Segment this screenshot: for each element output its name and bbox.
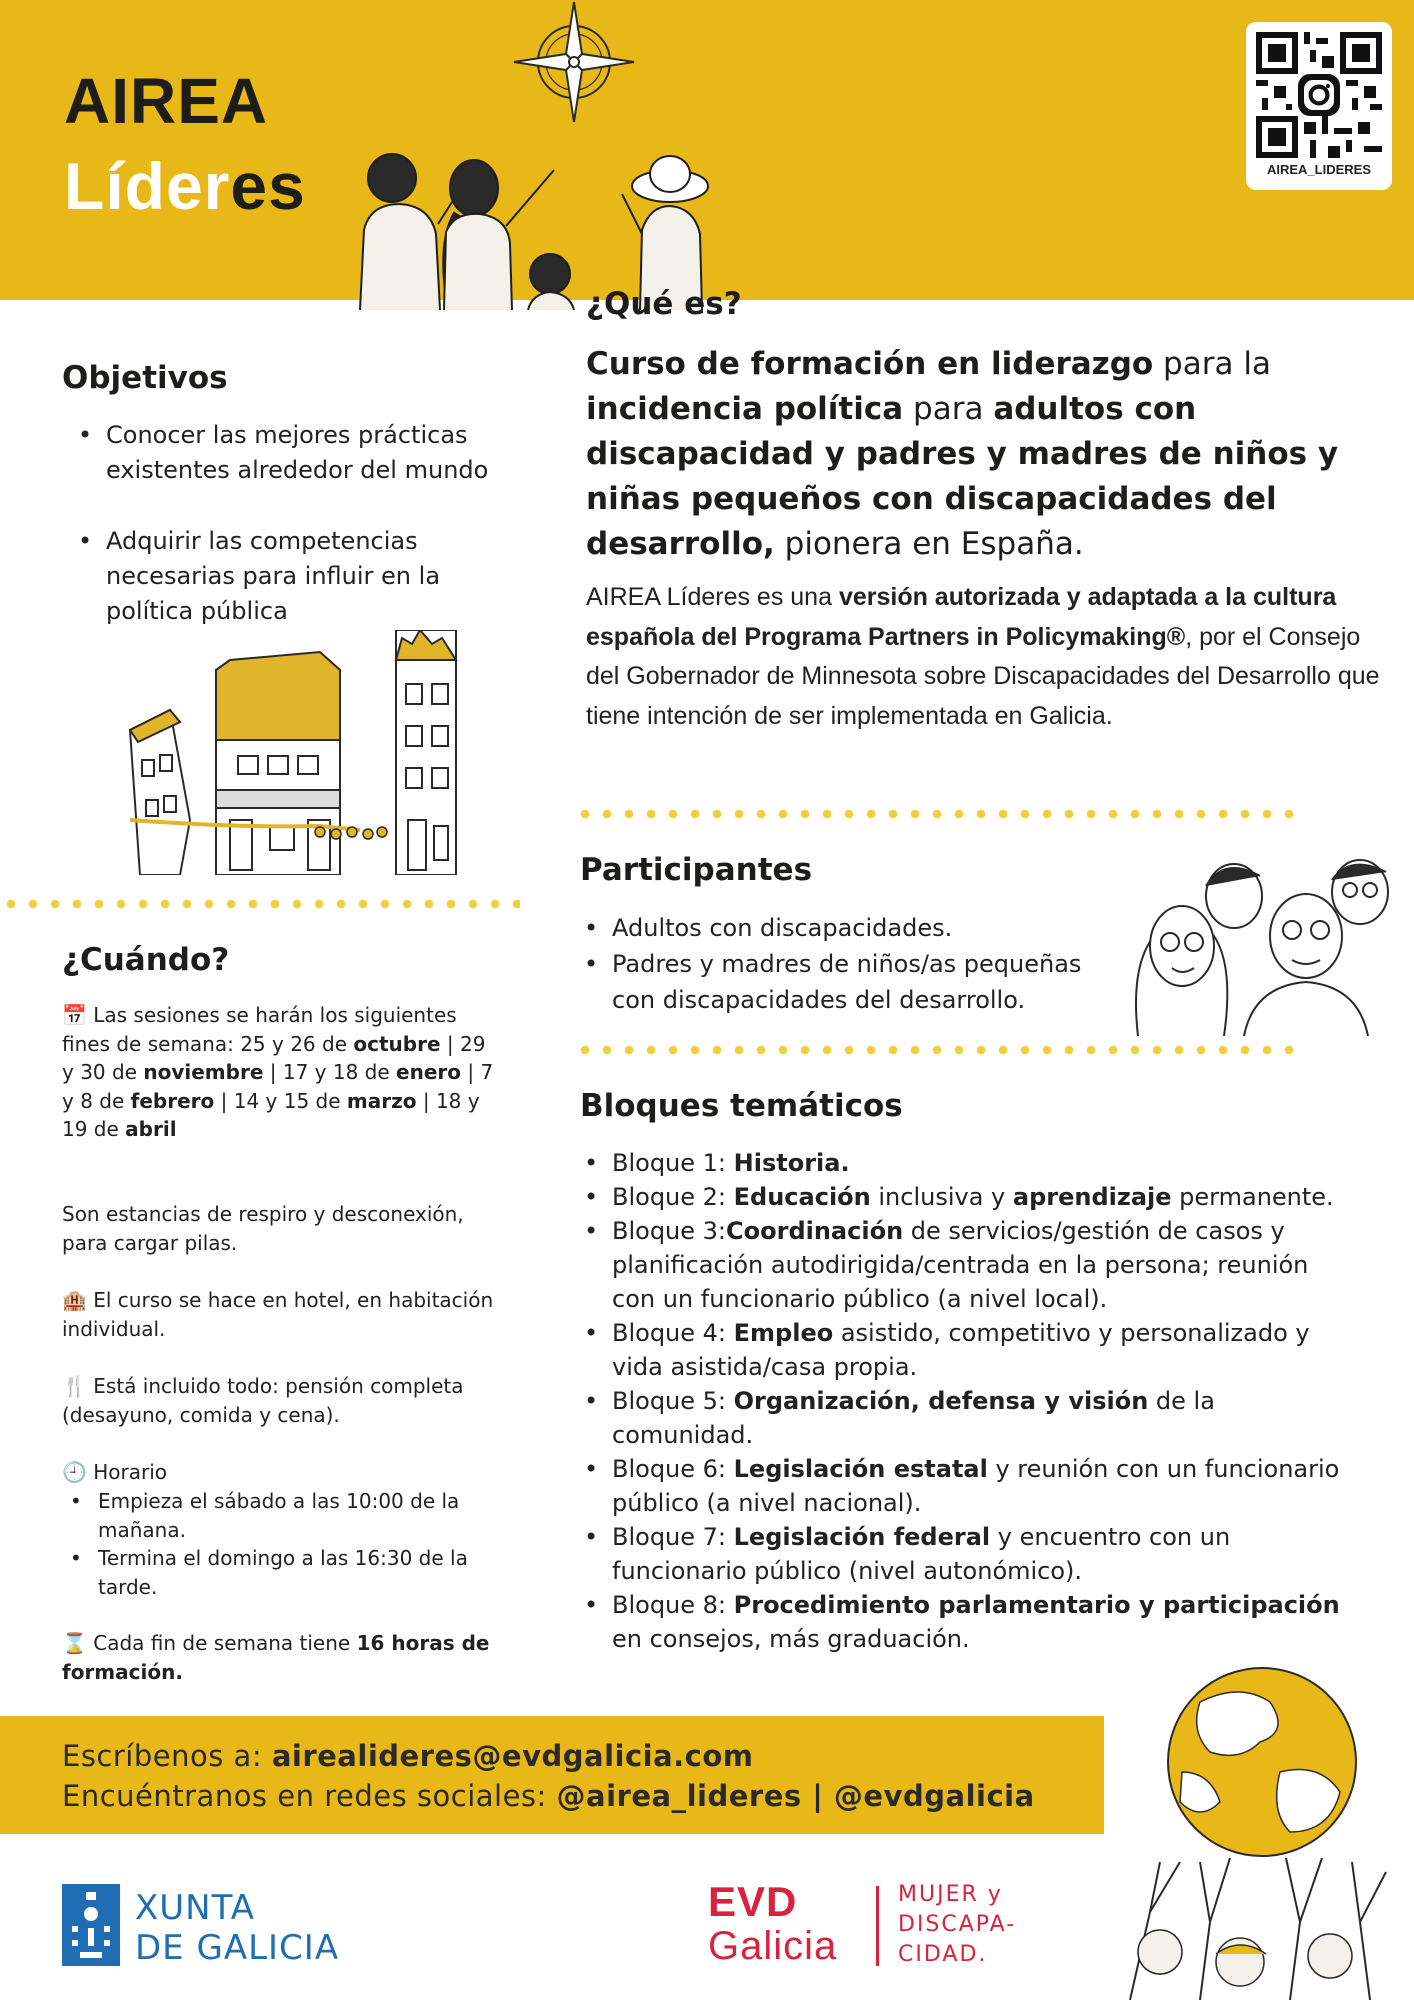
bloque-label: Bloque 3: (612, 1217, 727, 1245)
month-november: noviembre (143, 1060, 264, 1084)
bloque-topic: Procedimiento parlamentario y participación (733, 1591, 1340, 1619)
dotted-divider (574, 1044, 1304, 1056)
bloque-item (580, 1316, 1340, 1384)
bloque-text: y encuentro con un funcionario público (nivel autonómico). (612, 1523, 1231, 1585)
lead-segment: incidencia política (586, 391, 904, 427)
body-segment: , por el Consejo del Gobernador de Minnesota sobre Discapacidades del Desarrollo que tiene intención de ser implementada en Galicia. (586, 622, 1380, 730)
bloque-item (580, 1180, 1340, 1214)
buildings-illustration (120, 630, 470, 875)
bloque-label: Bloque 4: (612, 1319, 734, 1347)
evd-line1: EVD (708, 1878, 798, 1925)
que-es-body (586, 578, 1386, 736)
list-item: • Adquirir las competencias necesarias para influir en la política pública (74, 524, 534, 629)
list-item: • Termina el domingo a las 16:30 de la tarde. (66, 1544, 496, 1601)
bloque-text: inclusiva y (870, 1183, 1013, 1211)
respiro-text: Son estancias de respiro y desconexión, para cargar pilas. (62, 1202, 464, 1255)
bloque-label: Bloque 2: (612, 1183, 734, 1211)
bloque-text: asistido, competitivo y personalizado y vida asistida/casa propia. (612, 1319, 1310, 1381)
bloque-topic: Historia. (733, 1149, 850, 1177)
bloque-text: de la comunidad. (612, 1387, 1215, 1449)
hotel-text: 🏨 El curso se hace en hotel, en habitación individual. (62, 1288, 494, 1341)
sessions-segment: | 18 y 19 de (62, 1088, 480, 1141)
participants-faces-illustration (1124, 846, 1394, 1036)
bloque-text: de servicios/gestión de casos y planificación autodirigida/centrada en la persona; reunión con un funcionario público (a nivel local). (612, 1217, 1309, 1313)
bloques-list (580, 1146, 1340, 1656)
bloque-topic: Organización, defensa y visión (733, 1387, 1149, 1415)
lead-segment: adultos con discapacidad y padres y madres de niños y niñas pequeños con discapacidades del desarrollo, (586, 391, 1339, 562)
objetivos-list (74, 418, 534, 629)
qr-code-icon (1256, 32, 1382, 158)
xunta-line2: DE GALICIA (135, 1928, 340, 1968)
contact-email-line (62, 1739, 754, 1773)
brand-title-dark: es (230, 149, 306, 223)
bloque-text: en consejos, más graduación. (612, 1625, 970, 1653)
sessions-segment: | 7 y 8 de (62, 1060, 494, 1113)
brand-title-line2 (64, 148, 306, 224)
lead-segment: pionera en España. (774, 526, 1084, 562)
month-october: octubre (353, 1031, 441, 1056)
bloque-label: Bloque 7: (612, 1523, 734, 1551)
dotted-divider (0, 898, 520, 910)
list-item: • Empieza el sábado a las 10:00 de la mañana. (66, 1487, 496, 1544)
bloque-label: Bloque 8: (612, 1591, 734, 1619)
bloque-item (580, 1520, 1340, 1588)
qr-caption: AIREA_LIDERES (1266, 162, 1372, 177)
evd-logo (708, 1880, 837, 1968)
cuando-heading: ¿Cuándo? (62, 942, 230, 978)
bloque-topic: aprendizaje (1012, 1183, 1172, 1211)
contact-social-label: Encuéntranos en redes sociales: (62, 1779, 557, 1813)
people-looking-illustration (340, 134, 720, 310)
cuando-sessions (62, 1001, 502, 1144)
contact-email-label: Escríbenos a: (62, 1739, 272, 1773)
bloque-item (580, 1452, 1340, 1520)
month-january: enero (396, 1060, 461, 1084)
bloque-topic: Educación (733, 1183, 871, 1211)
bloque-text: permanente. (1171, 1183, 1334, 1211)
lead-segment: para la (1153, 346, 1271, 382)
objetivos-heading: Objetivos (62, 360, 228, 396)
bloque-item (580, 1384, 1340, 1452)
xunta-line1: XUNTA (135, 1888, 255, 1928)
evd-tag-line: MUJER y (898, 1882, 1003, 1907)
evd-separator (876, 1886, 879, 1966)
contact-social-line (62, 1779, 1035, 1813)
que-es-lead (586, 342, 1376, 567)
que-es-heading: ¿Qué es? (586, 286, 742, 322)
bloque-text: y reunión con un funcionario público (a nivel nacional). (612, 1455, 1340, 1517)
evd-tagline (898, 1880, 1016, 1970)
bloque-item (580, 1214, 1340, 1316)
compass-rose-icon (508, 0, 640, 132)
sessions-segment: | 29 y 30 de (62, 1031, 486, 1084)
list-item: • Adultos con discapacidades. (580, 910, 1120, 946)
horas-segment: ⌛ Cada fin de semana tiene (62, 1631, 357, 1655)
bloque-topic: Legislación federal (733, 1523, 991, 1551)
participantes-heading: Participantes (580, 852, 813, 888)
bloque-topic: Empleo (733, 1319, 834, 1347)
body-segment: AIREA Líderes es una (586, 583, 839, 611)
globe-hands-illustration (1090, 1662, 1414, 2000)
bloque-label: Bloque 5: (612, 1387, 734, 1415)
xunta-shield-icon (62, 1884, 120, 1966)
list-item: • Padres y madres de niños/as pequeñas con discapacidades del desarrollo. (580, 946, 1120, 1018)
bloques-heading: Bloques temáticos (580, 1088, 903, 1124)
sessions-segment: | 14 y 15 de (214, 1088, 347, 1113)
contact-social-handles[interactable]: @airea_lideres | @evdgalicia (556, 1779, 1035, 1813)
list-item: • Conocer las mejores prácticas existentes alrededor del mundo (74, 418, 534, 488)
sessions-segment: | 17 y 18 de (263, 1060, 397, 1084)
bloque-label: Bloque 6: (612, 1455, 734, 1483)
horas-text (62, 1629, 502, 1686)
participantes-list (580, 910, 1120, 1018)
xunta-logo-text (135, 1888, 339, 1968)
evd-tag-line: DISCAPA- (898, 1912, 1017, 1937)
horas-highlight: 16 horas de formación. (62, 1631, 490, 1684)
brand-title-light: Líder (64, 149, 231, 223)
body-segment: versión autorizada y adaptada a la cultura española del Programa Partners in Policymaking® (586, 583, 1337, 651)
bloque-label: Bloque 1: (612, 1149, 734, 1177)
lead-segment: para (903, 391, 994, 427)
pension-text: 🍴 Está incluido todo: pensión completa (desayuno, comida y cena). (62, 1374, 464, 1427)
month-april: abril (125, 1117, 177, 1141)
month-february: febrero (130, 1088, 215, 1113)
contact-band (0, 1716, 1104, 1834)
brand-title-line1: AIREA (64, 65, 269, 137)
evd-tag-line: CIDAD. (898, 1942, 988, 1967)
month-march: marzo (346, 1088, 417, 1113)
contact-email-link[interactable]: airealideres@evdgalicia.com (271, 1739, 754, 1773)
evd-line2: Galicia (708, 1924, 838, 1968)
bloque-item (580, 1146, 1340, 1180)
horario-label: 🕘 Horario (62, 1460, 168, 1484)
sessions-segment: 📅 Las sesiones se harán los siguientes fines de semana: 25 y 26 de (62, 1003, 457, 1056)
dotted-divider (574, 808, 1304, 820)
horario-list (66, 1487, 496, 1601)
bloque-item (580, 1588, 1340, 1656)
lead-segment: Curso de formación en liderazgo (586, 346, 1154, 382)
bloque-topic: Legislación estatal (733, 1455, 988, 1483)
bloque-topic: Coordinación (726, 1217, 904, 1245)
